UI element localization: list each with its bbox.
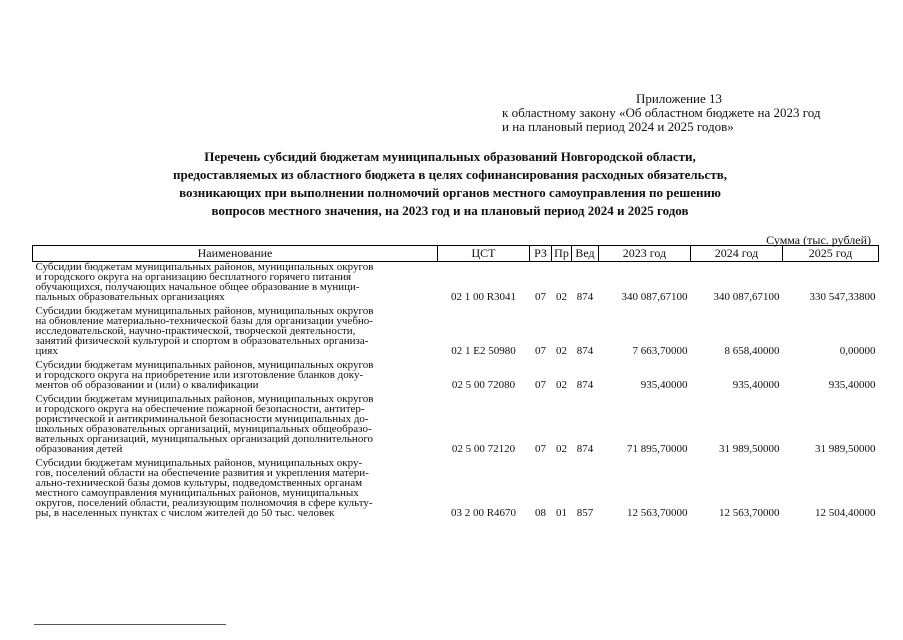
- header-pr: Пр: [552, 246, 572, 262]
- document-title: [60, 148, 840, 220]
- subsidy-name: [33, 458, 438, 522]
- cst-code: 03 2 00 R4670: [450, 507, 517, 519]
- title-line: возникающих при выполнении полномочий органов местного самоуправления по решению: [179, 185, 721, 200]
- subsidy-name-line: пальных образовательных организациях: [35, 291, 225, 303]
- table-header-row: [33, 246, 879, 262]
- ved-code: 874: [576, 345, 594, 357]
- subsidy-name: [33, 306, 438, 360]
- header-ved: Вед: [572, 246, 599, 262]
- subsidy-name-line: циях: [35, 345, 58, 357]
- header-2024: 2024 год: [691, 246, 783, 262]
- subsidy-name-line: исследовательской, научно-практической, творческой деятельности,: [35, 325, 356, 337]
- subsidy-name-line: рористической и антикриминальной безопасности муниципальных до-: [35, 413, 369, 425]
- subsidy-name-line: обучающихся, получающих начальное общее образование в муници-: [35, 281, 360, 293]
- amount-2025: 0,00000: [839, 345, 876, 357]
- appendix-note: [502, 92, 821, 134]
- ved-code: 874: [576, 379, 594, 391]
- subsidy-name-line: и городского округа на приобретение или изготовление бланков доку-: [35, 369, 364, 381]
- subsidy-name: [33, 262, 438, 307]
- pr-code: 02: [556, 345, 567, 357]
- appendix-law-line: к областному закону «Об областном бюджете на 2023 год: [502, 105, 821, 120]
- amount-2024: 12 563,70000: [719, 507, 780, 519]
- subsidy-name: [33, 360, 438, 394]
- table-row: [33, 394, 879, 458]
- subsidy-name-line: на обновление материально-технической базы для организации учебно-: [35, 315, 373, 327]
- amount-2023: 935,40000: [640, 379, 688, 391]
- amount-2025: 31 989,50000: [815, 443, 876, 455]
- subsidy-name-line: Субсидии бюджетам муниципальных районов, муниципальных округов: [35, 393, 374, 405]
- pr-code: 02: [556, 379, 567, 391]
- cst-code: 02 1 00 R3041: [450, 291, 517, 303]
- cst-code: 02 1 E2 50980: [451, 345, 516, 357]
- ved-code: 874: [576, 291, 594, 303]
- subsidy-name-line: Субсидии бюджетам муниципальных районов, муниципальных округов: [35, 261, 374, 273]
- table-row: [33, 262, 879, 307]
- amount-2024: 8 658,40000: [724, 345, 780, 357]
- pr-code: 02: [556, 443, 567, 455]
- table-row: [33, 360, 879, 394]
- amount-2024: 340 087,67100: [713, 291, 780, 303]
- amount-2023: 340 087,67100: [621, 291, 688, 303]
- subsidy-name-line: и городского округа на организацию бесплатного горячего питания: [35, 271, 352, 283]
- header-name: Наименование: [33, 246, 438, 262]
- cst-code: 02 5 00 72080: [451, 379, 516, 391]
- ved-code: 857: [576, 507, 594, 519]
- amount-2025: 12 504,40000: [815, 507, 876, 519]
- pr-code: 02: [556, 291, 567, 303]
- table-row: [33, 306, 879, 360]
- table-body: [33, 262, 879, 523]
- subsidy-name-line: местного самоуправления муниципальных районов, муниципальных: [35, 487, 359, 499]
- amount-2025: 935,40000: [828, 379, 876, 391]
- table-row: [33, 458, 879, 522]
- subsidy-name-line: вательных организаций, муниципальных организаций дополнительного: [35, 433, 374, 445]
- units-caption: Сумма (тыс. рублей): [766, 233, 871, 247]
- subsidy-name-line: Субсидии бюджетам муниципальных районов, муниципальных округов: [35, 359, 374, 371]
- subsidy-name-line: ментов об образовании и (или) о квалификации: [35, 379, 259, 391]
- rz-code: 08: [535, 507, 546, 519]
- rz-code: 07: [535, 291, 546, 303]
- subsidy-name-line: занятий физической культурой и спортом в образовательных организа-: [35, 335, 369, 347]
- subsidy-name-line: Субсидии бюджетам муниципальных районов, муниципальных окру-: [35, 457, 363, 469]
- appendix-period-line: и на плановый период 2024 и 2025 годов»: [502, 119, 734, 134]
- title-line: Перечень субсидий бюджетам муниципальных образований Новгородской области,: [204, 149, 696, 164]
- subsidy-name-line: и городского округа на обеспечение пожарной безопасности, антитер-: [35, 403, 365, 415]
- rz-code: 07: [535, 345, 546, 357]
- amount-2024: 935,40000: [732, 379, 780, 391]
- header-rz: РЗ: [530, 246, 552, 262]
- pr-code: 01: [556, 507, 567, 519]
- amount-2023: 7 663,70000: [632, 345, 688, 357]
- rz-code: 07: [535, 379, 546, 391]
- footnote-divider: [34, 624, 226, 625]
- subsidy-name-line: гов, поселений области на обеспечение развития и укрепления матери-: [35, 467, 369, 479]
- title-line: вопросов местного значения, на 2023 год и на плановый период 2024 и 2025 годов: [211, 203, 689, 218]
- amount-2023: 12 563,70000: [627, 507, 688, 519]
- header-2025: 2025 год: [783, 246, 879, 262]
- subsidy-name-line: округов, поселений области, реализующим полномочия в сфере культу-: [35, 497, 373, 509]
- subsidy-name-line: Субсидии бюджетам муниципальных районов, муниципальных округов: [35, 305, 374, 317]
- subsidy-name: [33, 394, 438, 458]
- header-cst: ЦСТ: [438, 246, 530, 262]
- subsidy-name-line: ры, в населенных пунктах с числом жителей до 50 тыс. человек: [35, 507, 335, 519]
- subsidy-name-line: образования детей: [35, 443, 123, 455]
- ved-code: 874: [576, 443, 594, 455]
- amount-2023: 71 895,70000: [627, 443, 688, 455]
- cst-code: 02 5 00 72120: [451, 443, 516, 455]
- rz-code: 07: [535, 443, 546, 455]
- title-line: предоставляемых из областного бюджета в целях софинансирования расходных обязательств,: [173, 167, 727, 182]
- subsidy-name-line: ально-технической базы домов культуры, подведомственных органам: [35, 477, 363, 489]
- amount-2025: 330 547,33800: [809, 291, 876, 303]
- amount-2024: 31 989,50000: [719, 443, 780, 455]
- subsidy-name-line: школьных образовательных организаций, муниципальных общеобразо-: [35, 423, 372, 435]
- appendix-number: Приложение 13: [636, 91, 723, 106]
- header-2023: 2023 год: [599, 246, 691, 262]
- subsidies-table: [32, 245, 879, 522]
